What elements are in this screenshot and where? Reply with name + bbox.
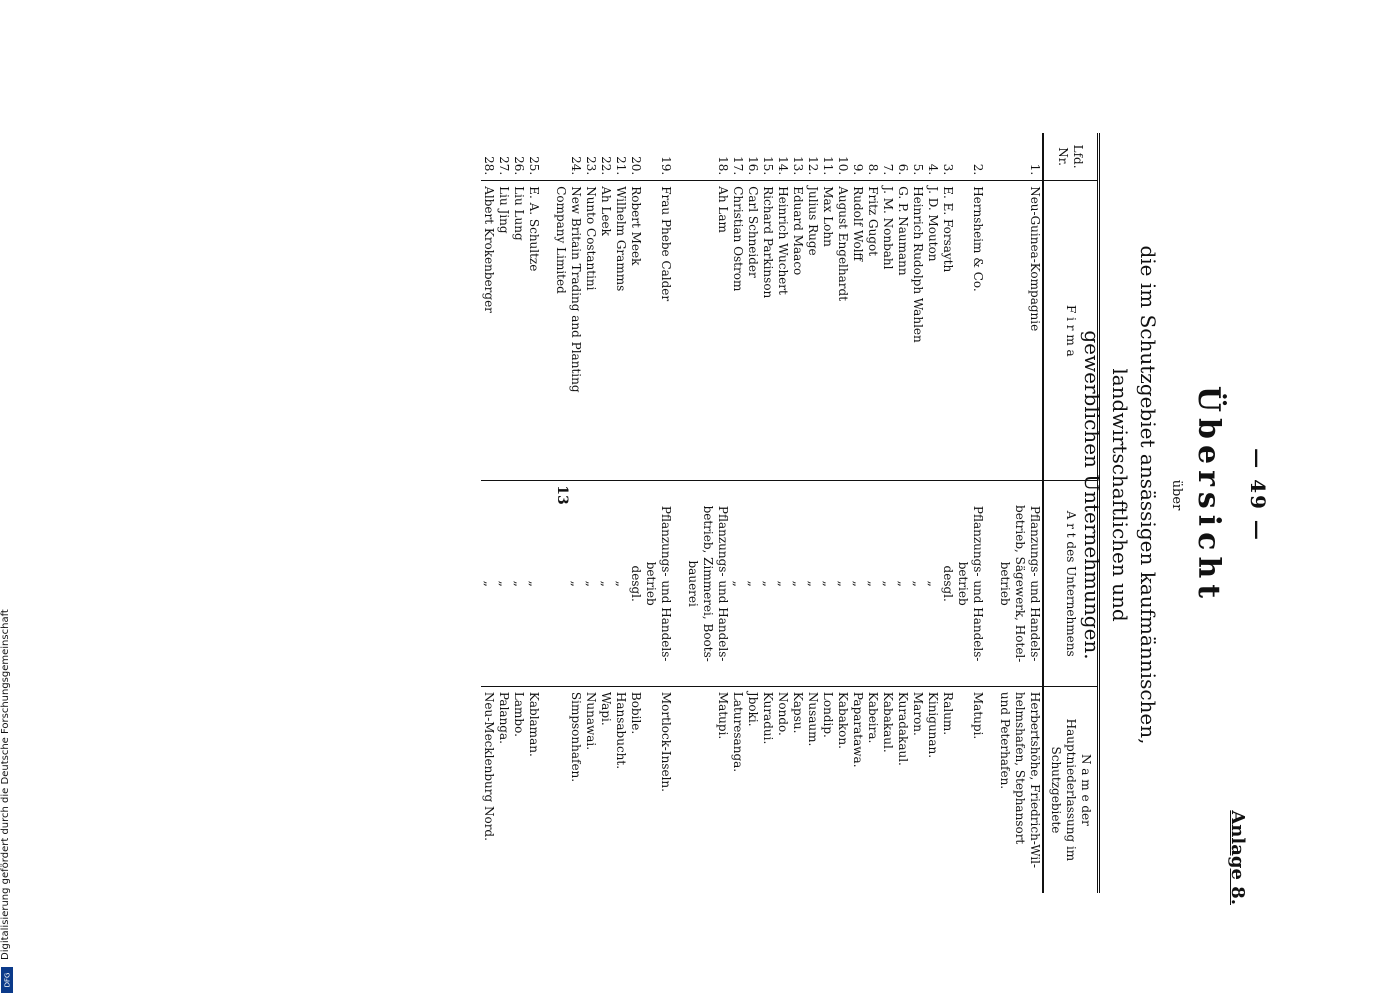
cell-ort: Lambo. — [511, 686, 526, 893]
cell-firma: Julius Ruge — [805, 181, 820, 481]
cell-firma: Max Lohn — [820, 181, 835, 481]
cell-art: „ — [496, 481, 511, 686]
cell-ort: Kablaman. — [526, 686, 541, 893]
cell-ort: Mortlock-Inseln. — [658, 686, 673, 893]
cell-ort — [700, 686, 715, 893]
cell-ort: Laturesanga. — [730, 686, 745, 893]
spacer-cell — [673, 481, 685, 686]
cell-nr — [700, 133, 715, 181]
spacer-cell — [673, 686, 685, 893]
cell-firma: Heinrich Wuchert — [775, 181, 790, 481]
cell-ort: Ralum. — [940, 686, 955, 893]
cell-firma: Ah Leek — [598, 181, 613, 481]
cell-art: „ — [511, 481, 526, 686]
cell-firma: E. A. Schultze — [526, 181, 541, 481]
spacer-cell — [673, 181, 685, 481]
table-row — [997, 133, 1012, 893]
header-art: A r t des Unternehmens — [1043, 481, 1099, 686]
cell-nr: 25. — [527, 156, 541, 176]
cell-nr: 6. — [896, 163, 910, 176]
cell-nr: 10. — [836, 156, 850, 176]
cell-ort: Herbertshöhe, Friedrich-Wil- — [1027, 686, 1043, 893]
table-row — [775, 133, 790, 893]
cell-ort: Simpsonhafen. — [568, 686, 583, 893]
cell-firma: Ah Lam — [715, 181, 730, 481]
cell-art: betrieb — [997, 481, 1012, 686]
cell-firma: Albert Krokenberger — [481, 181, 496, 481]
header-nr: Lfd. Nr. — [1043, 133, 1099, 181]
cell-nr: 7. — [881, 163, 895, 176]
dfg-logo-text: DFG — [3, 972, 11, 988]
cell-ort: Londip. — [820, 686, 835, 893]
cell-nr: 22. — [599, 156, 613, 176]
cell-nr — [643, 133, 658, 181]
cell-ort: Kinigunan. — [925, 686, 940, 893]
cell-firma: Nunto Costantini — [583, 181, 598, 481]
cell-nr: 27. — [497, 156, 511, 176]
cell-firma: Liu Jing — [496, 181, 511, 481]
table-row — [715, 133, 730, 893]
cell-nr: 16. — [746, 156, 760, 176]
dfg-logo — [1, 967, 13, 993]
table-row — [583, 133, 598, 893]
cell-firma: J. M. Nonbahl — [880, 181, 895, 481]
cell-ort — [955, 686, 970, 893]
cell-ort: Nusaum. — [805, 686, 820, 893]
cell-nr: 14. — [776, 156, 790, 176]
cell-ort: Kuradakaul. — [895, 686, 910, 893]
table-row — [613, 133, 628, 893]
cell-firma: J. D. Mouton — [925, 181, 940, 481]
cell-ort: und Peterhafen. — [997, 686, 1012, 893]
cell-art: betrieb, Sägewerk, Hotel- — [1012, 481, 1027, 686]
table-row — [511, 133, 526, 893]
cell-art: „ — [925, 481, 940, 686]
cell-ort: Neu-Mecklenburg Nord. — [481, 686, 496, 893]
spacer-cell — [985, 133, 997, 181]
cell-firma: Heinrich Rudolph Wahlen — [910, 181, 925, 481]
spacer-cell — [541, 181, 553, 481]
page-number: — 49 — — [1246, 448, 1270, 542]
header-firma: F i r m a — [1043, 181, 1099, 481]
table-row — [745, 133, 760, 893]
cell-ort: Jboki. — [745, 686, 760, 893]
table-row — [925, 133, 940, 893]
page-title: Übersicht — [1191, 385, 1226, 605]
cell-firma: Wilhelm Gramms — [613, 181, 628, 481]
companies-table — [481, 133, 1100, 893]
cell-ort: Paparatawa. — [850, 686, 865, 893]
cell-art: „ — [865, 481, 880, 686]
cell-nr: 11. — [821, 156, 835, 176]
cell-nr: 28. — [482, 156, 496, 176]
cell-art: „ — [895, 481, 910, 686]
spacer-cell — [541, 686, 553, 893]
table-row — [730, 133, 745, 893]
table-row — [790, 133, 805, 893]
table-row — [835, 133, 850, 893]
table-row — [805, 133, 820, 893]
cell-ort: Palanga. — [496, 686, 511, 893]
cell-ort: Maron. — [910, 686, 925, 893]
cell-firma: Eduard Maaco — [790, 181, 805, 481]
cell-firma: Frau Phebe Calder — [658, 181, 673, 481]
appendix-label: Anlage 8. — [1227, 810, 1248, 905]
cell-nr: 8. — [866, 163, 880, 176]
spacer-cell — [985, 686, 997, 893]
cell-nr: 24. — [569, 156, 583, 176]
spacer-cell — [985, 481, 997, 686]
cell-firma: Carl Schneider — [745, 181, 760, 481]
spacer-cell — [985, 181, 997, 481]
table-row — [643, 133, 658, 893]
sheet-number: 13 — [554, 485, 570, 505]
cell-firma — [1012, 181, 1027, 481]
cell-art: „ — [880, 481, 895, 686]
cell-ort: Nunawai. — [583, 686, 598, 893]
cell-nr: 9. — [851, 163, 865, 176]
cell-nr — [997, 133, 1012, 181]
cell-firma: Liu Lung — [511, 181, 526, 481]
cell-ort: Matupi. — [970, 686, 985, 893]
table-row — [568, 133, 583, 893]
table-row — [700, 133, 715, 893]
cell-nr: 1. — [1028, 163, 1042, 176]
description-line-1: die im Schutzgebiet ansässigen kaufmännischen, landwirtschaftlichen und — [1108, 245, 1160, 745]
table-row — [1012, 133, 1027, 893]
cell-ort: Hansabucht. — [613, 686, 628, 893]
cell-art: Pflanzungs- und Handels- — [1027, 481, 1043, 686]
table-row — [658, 133, 673, 893]
table-row — [820, 133, 835, 893]
cell-nr: 2. — [971, 163, 985, 176]
cell-art: betrieb, Zimmerei, Boots- — [700, 481, 715, 686]
cell-art: betrieb — [643, 481, 658, 686]
header-ort: N a m e der Hauptniederlassung im Schutzgebiete — [1043, 686, 1099, 893]
cell-art: „ — [526, 481, 541, 686]
cell-art: „ — [790, 481, 805, 686]
cell-nr: 21. — [614, 156, 628, 176]
table-row — [598, 133, 613, 893]
table-row — [760, 133, 775, 893]
spacer-cell — [541, 133, 553, 181]
digitization-text: Digitalisierung gefördert durch die Deutsche Forschungsgemeinschaft — [0, 609, 11, 960]
cell-firma: New Britain Trading and Planting — [568, 181, 583, 481]
cell-ort: Wapi. — [598, 686, 613, 893]
table-row — [970, 133, 985, 893]
cell-ort: Kabakon. — [835, 686, 850, 893]
cell-nr: 5. — [911, 163, 925, 176]
cell-art: „ — [583, 481, 598, 686]
table-row — [895, 133, 910, 893]
cell-nr: 3. — [941, 163, 955, 176]
cell-firma — [955, 181, 970, 481]
spacer-cell — [541, 481, 553, 686]
cell-nr: 18. — [716, 156, 730, 176]
cell-art: „ — [613, 481, 628, 686]
table-row — [628, 133, 643, 893]
cell-ort: Matupi. — [715, 686, 730, 893]
cell-firma: Richard Parkinson — [760, 181, 775, 481]
cell-nr: 4. — [926, 163, 940, 176]
cell-ort — [643, 686, 658, 893]
cell-art: „ — [835, 481, 850, 686]
table-row — [940, 133, 955, 893]
cell-nr: 20. — [629, 156, 643, 176]
table-row — [910, 133, 925, 893]
cell-nr: 19. — [659, 156, 673, 176]
table-row — [1027, 133, 1043, 893]
digitization-notice — [0, 600, 14, 1000]
cell-firma: August Engelhardt — [835, 181, 850, 481]
cell-firma: Company Limited — [553, 181, 568, 481]
cell-nr: 12. — [806, 156, 820, 176]
cell-firma — [643, 181, 658, 481]
cell-ort — [685, 686, 700, 893]
cell-firma — [700, 181, 715, 481]
cell-art: bauerei — [685, 481, 700, 686]
cell-firma: Rudolf Wolff — [850, 181, 865, 481]
cell-art: „ — [760, 481, 775, 686]
cell-firma: Robert Meek — [628, 181, 643, 481]
cell-firma — [997, 181, 1012, 481]
cell-ort: helmshafen, Stephansort — [1012, 686, 1027, 893]
cell-ort: Kabakaul. — [880, 686, 895, 893]
cell-nr — [685, 133, 700, 181]
cell-nr: 15. — [761, 156, 775, 176]
cell-firma: Hernsheim & Co. — [970, 181, 985, 481]
cell-art: „ — [820, 481, 835, 686]
cell-nr — [1012, 133, 1027, 181]
cell-firma: Christian Ostrom — [730, 181, 745, 481]
cell-art: „ — [568, 481, 583, 686]
spacer-cell — [673, 133, 685, 181]
cell-nr: 23. — [584, 156, 598, 176]
table-row — [955, 133, 970, 893]
cell-art: Pflanzungs- und Handels- — [715, 481, 730, 686]
rotated-document-page — [150, 15, 1270, 975]
cell-art: „ — [598, 481, 613, 686]
page-subtitle: über — [1169, 479, 1184, 511]
cell-art: desgl. — [628, 481, 643, 686]
cell-ort: Nondo. — [775, 686, 790, 893]
cell-ort: Kabeira. — [865, 686, 880, 893]
table-row — [850, 133, 865, 893]
cell-firma: G. P. Naumann — [895, 181, 910, 481]
cell-nr: 17. — [731, 156, 745, 176]
cell-firma — [685, 181, 700, 481]
table-header-row — [1043, 133, 1099, 893]
cell-ort: Kuradui. — [760, 686, 775, 893]
cell-art: „ — [775, 481, 790, 686]
cell-ort: Kapsu. — [790, 686, 805, 893]
cell-firma: E. E. Forsayth — [940, 181, 955, 481]
table-row — [496, 133, 511, 893]
table-row — [880, 133, 895, 893]
cell-art: „ — [910, 481, 925, 686]
cell-nr — [955, 133, 970, 181]
cell-art: „ — [481, 481, 496, 686]
table-spacer-row — [541, 133, 553, 893]
cell-art: Pflanzungs- und Handels- — [970, 481, 985, 686]
cell-art: „ — [745, 481, 760, 686]
cell-ort: Bobile. — [628, 686, 643, 893]
cell-art: betrieb — [955, 481, 970, 686]
table-row — [685, 133, 700, 893]
table-row — [865, 133, 880, 893]
cell-nr: 13. — [791, 156, 805, 176]
cell-art: „ — [730, 481, 745, 686]
cell-firma: Fritz Gugot — [865, 181, 880, 481]
cell-art: desgl. — [940, 481, 955, 686]
table-spacer-row — [985, 133, 997, 893]
cell-art: „ — [850, 481, 865, 686]
cell-art: „ — [805, 481, 820, 686]
table-spacer-row — [673, 133, 685, 893]
cell-firma: Neu-Guinea-Kompagnie — [1027, 181, 1043, 481]
table-row — [481, 133, 496, 893]
cell-art: Pflanzungs- und Handels- — [658, 481, 673, 686]
table-row — [526, 133, 541, 893]
cell-nr: 26. — [512, 156, 526, 176]
description-line-2: gewerblichen Unternehmungen. — [1080, 330, 1104, 660]
